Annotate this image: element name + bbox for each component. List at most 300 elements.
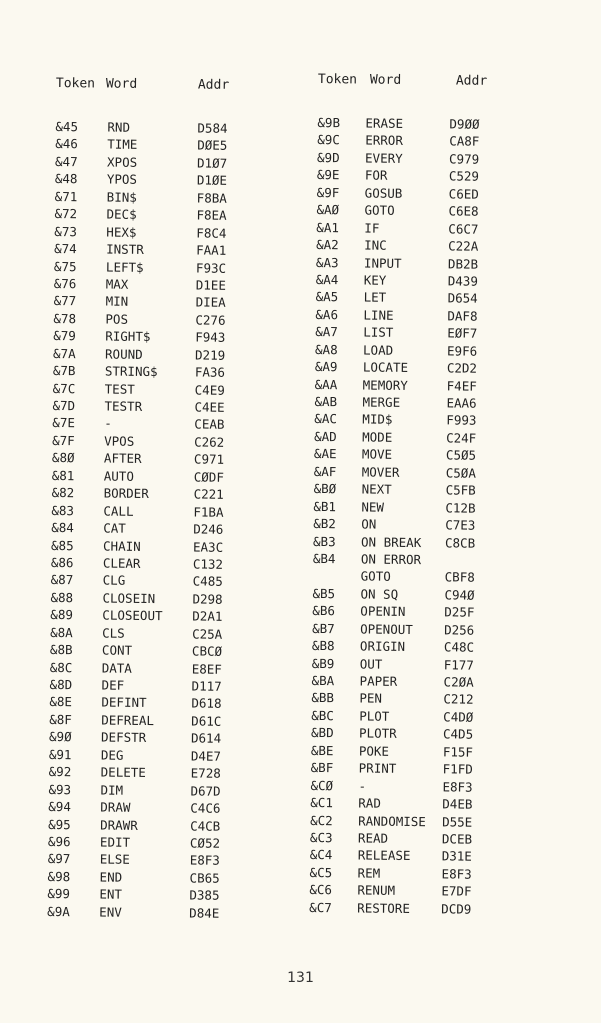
addr-cell: C94Ø	[444, 587, 475, 603]
token-cell: &B6	[312, 603, 335, 619]
table-row	[50, 589, 252, 609]
word-cell: ELSE	[99, 851, 130, 868]
token-cell: &AE	[313, 446, 337, 462]
word-cell: RIGHT$	[105, 328, 151, 345]
table-row	[316, 219, 514, 239]
table-row	[48, 850, 250, 870]
word-cell: DRAWR	[100, 817, 138, 833]
token-cell: &89	[50, 607, 73, 623]
word-cell: READ	[357, 830, 389, 846]
table-row	[316, 236, 514, 256]
token-cell: &8D	[49, 676, 73, 693]
token-cell: &72	[54, 206, 78, 222]
token-cell: &8A	[50, 624, 73, 640]
table-row	[310, 777, 508, 797]
addr-cell: C7E3	[445, 517, 476, 533]
token-cell: &C4	[309, 847, 333, 863]
word-cell: GOTO	[364, 202, 395, 218]
token-cell: &78	[53, 310, 77, 327]
token-cell: &9C	[317, 132, 340, 148]
addr-cell: E7DF	[441, 883, 472, 899]
addr-cell: F15F	[442, 744, 474, 760]
table-row	[315, 306, 513, 326]
word-cell: DEF	[101, 677, 125, 693]
addr-cell: C4E9	[194, 382, 225, 398]
word-cell: RESTORE	[357, 900, 410, 916]
addr-cell: CB65	[189, 870, 220, 886]
word-cell: HEX$	[106, 224, 137, 240]
token-cell: &B1	[313, 498, 337, 514]
table-row	[52, 467, 254, 487]
table-row	[55, 118, 257, 138]
table-row	[313, 532, 511, 552]
token-cell: &84	[51, 520, 74, 536]
table-row	[52, 414, 254, 434]
table-row	[314, 410, 512, 430]
token-cell: &9B	[317, 114, 341, 131]
word-cell: MIN	[105, 293, 129, 310]
addr-cell: C22A	[448, 238, 479, 254]
word-cell: ENT	[99, 886, 123, 902]
addr-cell: C4DØ	[443, 709, 474, 725]
word-cell: RND	[107, 119, 131, 135]
table-row	[313, 550, 511, 570]
addr-cell: EA3C	[192, 538, 224, 555]
table-header	[56, 74, 258, 96]
addr-cell: D61C	[191, 713, 222, 729]
token-cell: &71	[54, 188, 78, 204]
table-row	[47, 903, 249, 923]
word-cell: LET	[363, 289, 387, 306]
word-cell: TEST	[104, 381, 135, 397]
word-cell: PLOTR	[358, 725, 397, 742]
addr-cell: D654	[447, 290, 478, 307]
addr-cell: E8F3	[189, 852, 220, 869]
word-cell: XPOS	[107, 154, 138, 170]
addr-cell: D55E	[442, 813, 473, 830]
word-cell: LOCATE	[362, 359, 409, 376]
addr-cell: F1BA	[193, 504, 224, 520]
word-cell: OUT	[359, 656, 383, 672]
addr-cell: C6C7	[448, 220, 479, 237]
word-cell: IF	[364, 220, 380, 236]
table-row	[310, 794, 508, 814]
addr-cell: D618	[191, 695, 222, 712]
token-cell: &B3	[312, 533, 336, 549]
addr-cell: C6ED	[448, 186, 479, 202]
token-cell: &A5	[315, 289, 339, 305]
word-cell: NEW	[361, 499, 385, 515]
token-cell: &C3	[309, 829, 333, 846]
word-cell: ON SQ	[360, 586, 399, 602]
table-row	[315, 376, 513, 396]
addr-cell: DCD9	[441, 901, 472, 917]
table-row	[52, 484, 254, 504]
token-cell: &8F	[49, 711, 72, 728]
token-cell: &B5	[312, 585, 336, 602]
token-cell: &C5	[309, 864, 333, 881]
header-word: Word	[105, 76, 138, 92]
addr-cell: F993	[446, 412, 477, 429]
table-row	[51, 536, 253, 556]
table-row	[312, 637, 510, 657]
addr-cell: F943	[195, 329, 226, 346]
addr-cell: DB2B	[447, 255, 479, 272]
token-cell: &82	[51, 485, 75, 501]
word-cell: CLS	[102, 625, 125, 641]
table-row	[314, 428, 512, 448]
token-cell: &81	[51, 467, 75, 483]
word-cell: DEFREAL	[101, 712, 155, 728]
token-cell: &BA	[311, 672, 335, 689]
table-row	[48, 815, 250, 835]
word-cell: ERROR	[365, 132, 403, 149]
token-cell: &86	[50, 554, 74, 571]
table-row	[49, 728, 251, 748]
token-cell: &A4	[315, 271, 339, 288]
table-row	[48, 798, 250, 818]
addr-cell: FAA1	[196, 242, 227, 258]
token-cell: &46	[55, 136, 78, 152]
word-cell: CHAIN	[102, 538, 141, 554]
table-row	[51, 554, 253, 574]
token-cell: &94	[48, 799, 71, 815]
word-cell: OPENIN	[360, 603, 406, 620]
addr-cell: DCEB	[441, 831, 473, 847]
addr-cell: C5FB	[445, 482, 476, 498]
table-row	[313, 498, 511, 518]
token-cell: &98	[47, 868, 71, 885]
token-cell: &AØ	[316, 202, 340, 218]
table-row	[50, 624, 252, 644]
table-row	[49, 711, 251, 731]
word-cell: RELEASE	[357, 847, 411, 864]
token-cell: &BE	[310, 742, 334, 758]
addr-cell: C25A	[192, 626, 223, 642]
word-cell: CLOSEIN	[102, 590, 156, 606]
addr-cell: D584	[197, 120, 228, 136]
addr-cell: D117	[191, 678, 222, 694]
table-row	[313, 567, 511, 587]
table-row	[52, 397, 254, 417]
word-cell: RANDOMISE	[358, 812, 426, 829]
addr-cell: F8C4	[196, 225, 227, 241]
table-row	[53, 345, 255, 365]
word-cell: -	[358, 778, 367, 794]
token-cell: &C2	[310, 812, 333, 828]
table-row	[50, 606, 252, 626]
table-row	[317, 149, 515, 169]
table-header	[318, 70, 516, 92]
token-cell: &A7	[315, 324, 338, 340]
word-cell: TIME	[107, 136, 138, 153]
word-cell: DEFINT	[101, 694, 147, 711]
word-cell: BIN$	[106, 189, 137, 205]
table-row	[315, 323, 513, 343]
token-cell: &73	[54, 223, 78, 239]
word-cell: CLG	[102, 572, 126, 589]
table-row	[314, 463, 512, 483]
header-token: Token	[317, 71, 358, 88]
table-row	[315, 341, 513, 361]
addr-cell: E8F3	[441, 866, 472, 882]
word-cell: INPUT	[363, 254, 402, 271]
table-row	[313, 515, 511, 535]
token-table-right	[309, 70, 516, 918]
word-cell: FOR	[364, 167, 388, 184]
word-cell: RAD	[358, 795, 381, 811]
word-cell: EVERY	[365, 150, 403, 166]
token-cell: &79	[53, 328, 76, 344]
table-row	[317, 184, 515, 204]
word-cell: STRING$	[104, 363, 158, 380]
addr-cell: C485	[192, 573, 223, 590]
addr-cell: C2D2	[446, 360, 478, 376]
table-row	[54, 205, 256, 225]
table-row	[312, 620, 510, 640]
table-row	[310, 864, 508, 884]
table-row	[311, 724, 509, 744]
table-row	[50, 641, 252, 661]
table-row	[53, 310, 255, 330]
token-cell: &AD	[314, 428, 337, 445]
token-cell: &47	[55, 153, 78, 170]
word-cell: MERGE	[362, 394, 401, 410]
token-cell: &BB	[311, 690, 335, 706]
addr-cell: C8CB	[444, 534, 476, 551]
token-cell: &48	[54, 171, 78, 187]
table-row	[50, 659, 252, 679]
addr-cell: D84E	[189, 905, 220, 921]
token-cell: &9D	[317, 149, 340, 166]
header-word: Word	[369, 72, 402, 88]
table-row	[48, 781, 250, 801]
token-cell: &96	[47, 833, 71, 850]
token-cell	[313, 567, 361, 585]
token-cell: &8E	[49, 694, 73, 710]
table-row	[53, 362, 255, 382]
table-row	[51, 571, 253, 591]
token-cell: &85	[50, 537, 74, 553]
word-cell: PAPER	[359, 673, 398, 689]
table-row	[314, 480, 512, 500]
token-cell: &9A	[47, 903, 70, 919]
word-cell: MID$	[362, 411, 393, 428]
table-row	[50, 676, 252, 696]
word-cell: REM	[357, 865, 381, 881]
token-cell: &76	[53, 275, 77, 292]
table-row	[314, 445, 512, 465]
word-cell: RENUM	[357, 882, 396, 899]
table-row	[310, 846, 508, 866]
token-cell: &9Ø	[48, 729, 72, 745]
addr-cell: E8F3	[442, 778, 473, 795]
word-cell: DIM	[100, 782, 124, 798]
token-cell: &BØ	[313, 481, 337, 497]
table-row	[312, 655, 510, 675]
word-cell: MODE	[362, 429, 393, 445]
word-cell: DEC$	[106, 206, 137, 223]
header-addr: Addr	[197, 77, 230, 93]
table-body	[309, 114, 515, 918]
word-cell: ROUND	[104, 346, 143, 362]
table-row	[55, 188, 257, 208]
addr-cell: D2A1	[192, 608, 223, 625]
token-cell: &BD	[310, 725, 334, 741]
token-cell: &A1	[316, 219, 340, 235]
word-cell: AUTO	[103, 468, 134, 484]
table-row	[48, 833, 250, 853]
word-cell: END	[99, 869, 123, 885]
table-row	[49, 763, 251, 783]
token-cell: &B2	[313, 516, 336, 532]
addr-cell: D439	[447, 273, 478, 289]
word-cell: ON BREAK	[360, 533, 422, 550]
addr-cell: CA8F	[449, 133, 480, 150]
token-cell: &C1	[310, 795, 333, 811]
token-cell: &BF	[310, 760, 334, 776]
word-cell: TESTR	[104, 398, 143, 414]
addr-cell: D1EE	[195, 277, 226, 293]
table-row	[49, 746, 251, 766]
table-row	[309, 899, 507, 919]
addr-cell: F8EA	[196, 207, 227, 223]
table-row	[53, 327, 255, 347]
token-cell: &AB	[314, 393, 338, 410]
word-cell: NEXT	[361, 481, 392, 497]
addr-cell: CBCØ	[191, 643, 223, 659]
word-cell: PLOT	[359, 708, 390, 724]
addr-cell: D4E7	[190, 748, 222, 764]
token-cell: &AA	[314, 376, 338, 392]
addr-cell: C979	[448, 151, 480, 167]
word-cell: MOVE	[361, 446, 393, 463]
table-row	[55, 135, 257, 155]
token-cell: &CØ	[310, 777, 334, 793]
addr-cell: DIEA	[195, 294, 226, 311]
token-cell: &A3	[315, 254, 339, 270]
addr-cell: F8BA	[196, 190, 227, 206]
word-cell: LEFT$	[105, 259, 144, 275]
addr-cell: C2ØA	[443, 674, 474, 690]
token-cell: &92	[48, 764, 72, 780]
addr-cell: EAA6	[446, 395, 477, 411]
addr-cell: E8EF	[191, 661, 222, 677]
addr-cell	[445, 551, 505, 569]
token-cell: &C6	[309, 882, 333, 898]
word-cell: BORDER	[103, 485, 149, 502]
table-row	[316, 253, 514, 273]
addr-cell: D1Ø7	[196, 155, 228, 171]
addr-cell: C4EE	[194, 399, 225, 415]
table-row	[316, 201, 514, 221]
addr-cell: C4C6	[190, 800, 221, 816]
addr-cell: C971	[193, 451, 225, 468]
table-row	[54, 257, 256, 277]
table-row	[49, 693, 251, 713]
token-cell: &B9	[311, 655, 335, 671]
addr-cell: C212	[443, 691, 474, 708]
token-cell: &95	[48, 816, 71, 832]
word-cell: EDIT	[99, 834, 131, 850]
addr-cell: D1ØE	[196, 172, 228, 189]
word-cell: INSTR	[106, 241, 144, 257]
token-cell: &7D	[52, 397, 76, 414]
addr-cell: C4CB	[190, 817, 221, 834]
table-row	[312, 585, 510, 605]
addr-cell: CEAB	[194, 416, 225, 433]
addr-cell: C48C	[443, 639, 475, 655]
table-row	[311, 759, 509, 779]
addr-cell: C221	[193, 486, 224, 502]
addr-cell: D614	[190, 730, 222, 747]
addr-cell: D256	[444, 622, 475, 638]
word-cell: DRAW	[100, 799, 131, 815]
token-cell: &88	[50, 589, 74, 606]
addr-cell: F177	[443, 656, 474, 673]
table-row	[317, 131, 515, 151]
table-row	[54, 292, 256, 312]
token-cell: &A8	[314, 341, 338, 357]
addr-cell: E9F6	[446, 343, 478, 359]
word-cell: YPOS	[106, 171, 138, 188]
table-row	[314, 393, 512, 413]
addr-cell: D31E	[441, 848, 472, 865]
word-cell: CONT	[101, 642, 133, 658]
addr-cell: F1FD	[442, 761, 473, 777]
token-cell: &7C	[52, 380, 76, 396]
addr-cell: C529	[448, 168, 480, 185]
table-row	[47, 885, 249, 905]
token-cell: &9E	[316, 167, 340, 183]
addr-cell: CØ52	[189, 835, 221, 851]
token-cell: &91	[48, 746, 72, 762]
table-row	[312, 672, 510, 692]
table-row	[55, 170, 257, 190]
token-cell: &B8	[311, 638, 335, 654]
word-cell: LINE	[363, 307, 394, 323]
token-cell: &83	[51, 502, 75, 518]
word-cell: GOSUB	[364, 185, 403, 201]
token-cell: &A6	[315, 306, 339, 323]
word-cell: ERASE	[365, 115, 404, 131]
word-cell: PEN	[359, 690, 383, 707]
addr-cell: DAF8	[447, 308, 478, 324]
addr-cell: EØF7	[447, 325, 478, 341]
table-row	[52, 432, 254, 452]
word-cell: -	[104, 415, 112, 432]
header-token: Token	[55, 75, 96, 92]
word-cell: GOTO	[360, 568, 391, 585]
word-cell: POS	[105, 311, 129, 327]
addr-cell: C5Ø5	[445, 447, 477, 463]
token-cell: &B4	[312, 550, 336, 567]
addr-cell: D385	[189, 887, 220, 904]
word-cell: DEG	[100, 747, 124, 763]
token-cell: &A2	[316, 237, 339, 253]
addr-cell: CBF8	[444, 569, 475, 586]
token-cell: &7A	[52, 345, 76, 361]
table-row	[51, 519, 253, 539]
token-cell: &8C	[49, 659, 73, 675]
word-cell: OPENOUT	[360, 621, 413, 637]
table-row	[52, 449, 254, 469]
table-row	[316, 288, 514, 308]
token-cell: &77	[53, 293, 77, 309]
addr-cell: E728	[190, 765, 221, 781]
addr-cell: D298	[192, 591, 223, 607]
word-cell: PRINT	[358, 760, 397, 777]
